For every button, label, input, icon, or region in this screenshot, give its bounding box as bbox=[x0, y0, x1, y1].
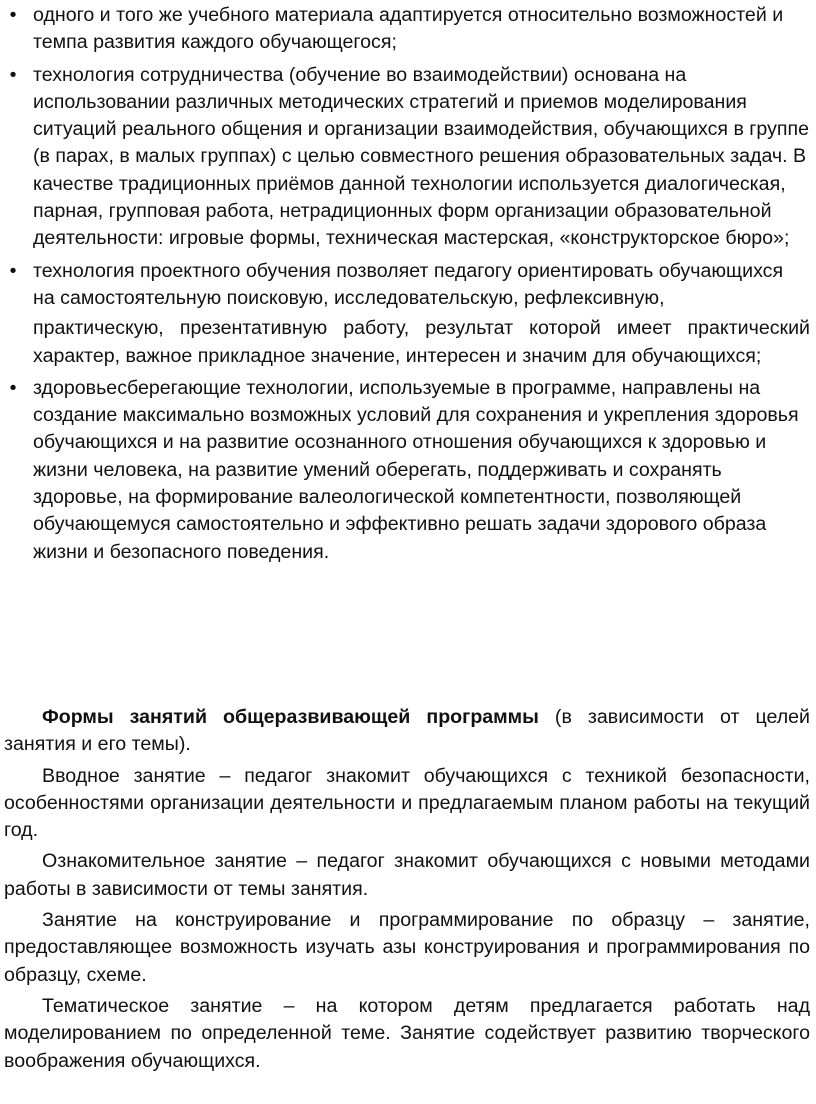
bullet-text: одного и того же учебного материала адаптируется относительно возможностей и темпа развития каждого обучающегося; bbox=[33, 4, 784, 54]
bullet-text: технология проектного обучения позволяет педагогу ориентировать обучающихся на самостоятельную поисковую, исследовательскую, рефлексивную, bbox=[33, 259, 784, 309]
forms-heading-bold: Формы занятий общеразвивающей программы bbox=[42, 706, 539, 728]
bullet-text: технология сотрудничества (обучение во взаимодействии) основана на использовании различных методических стратегий и приемов моделирования ситуаций реального общения и организации взаимодействия, обучающихся в группе (в парах, в малых группах) с целью совместного решения образовательных задач. В качестве традиционных приёмов данной технологии используется диалогическая, парная, групповая работа, нетрадиционных форм организации образовательной деятельности: игровые формы, техническая мастерская, «конструкторское бюро»; bbox=[33, 63, 810, 250]
bullet-marker-icon: • bbox=[9, 63, 17, 86]
lesson-forms-section bbox=[4, 704, 810, 1075]
bullet-item-cooperation bbox=[0, 62, 816, 253]
bullet-item-individualization bbox=[0, 2, 816, 57]
technology-bullet-list bbox=[0, 2, 816, 566]
paragraph-construction-lesson: Занятие на конструирование и программирование по образцу – занятие, предоставляющее возможность изучать азы конструирования и программирования по образцу, схеме. bbox=[4, 909, 810, 986]
bullet-item-health-saving bbox=[0, 375, 816, 566]
bullet-text: здоровьесберегающие технологии, используемые в программе, направлены на создание максимально возможных условий для сохранения и укрепления здоровья обучающихся и на развитие осознанного отношения обучающихся к здоровью и жизни человека, на развитие умений оберегать, поддерживать и сохранять здоровье, на формирование валеологической компетентности, позволяющей обучающемуся самостоятельно и эффективно решать задачи здорового образа жизни и безопасного поведения. bbox=[33, 376, 799, 563]
bullet-text-continuation: практическую, презентативную работу, результат которой имеет практический характер, важное прикладное значение, интересен и значим для обучающихся; bbox=[33, 317, 810, 367]
paragraph-familiarization-lesson: Ознакомительное занятие – педагог знакомит обучающихся с новыми методами работы в зависимости от темы занятия. bbox=[4, 850, 810, 900]
bullet-marker-icon: • bbox=[9, 376, 17, 399]
paragraph-thematic-lesson: Тематическое занятие – на котором детям предлагается работать над моделированием по определенной теме. Занятие содействует развитию творческого воображения обучающихся. bbox=[4, 994, 810, 1072]
forms-heading-paragraph bbox=[4, 704, 810, 759]
bullet-item-project-learning bbox=[0, 258, 816, 370]
paragraph-intro-lesson: Вводное занятие – педагог знакомит обучающихся с техникой безопасности, особенностями организации деятельности и предлагаемым планом работы на текущий год. bbox=[4, 764, 810, 842]
bullet-marker-icon: • bbox=[9, 259, 17, 282]
forms-heading-rest: (в зависимости от целей занятия и его темы). bbox=[4, 706, 810, 756]
bullet-marker-icon: • bbox=[9, 4, 17, 26]
